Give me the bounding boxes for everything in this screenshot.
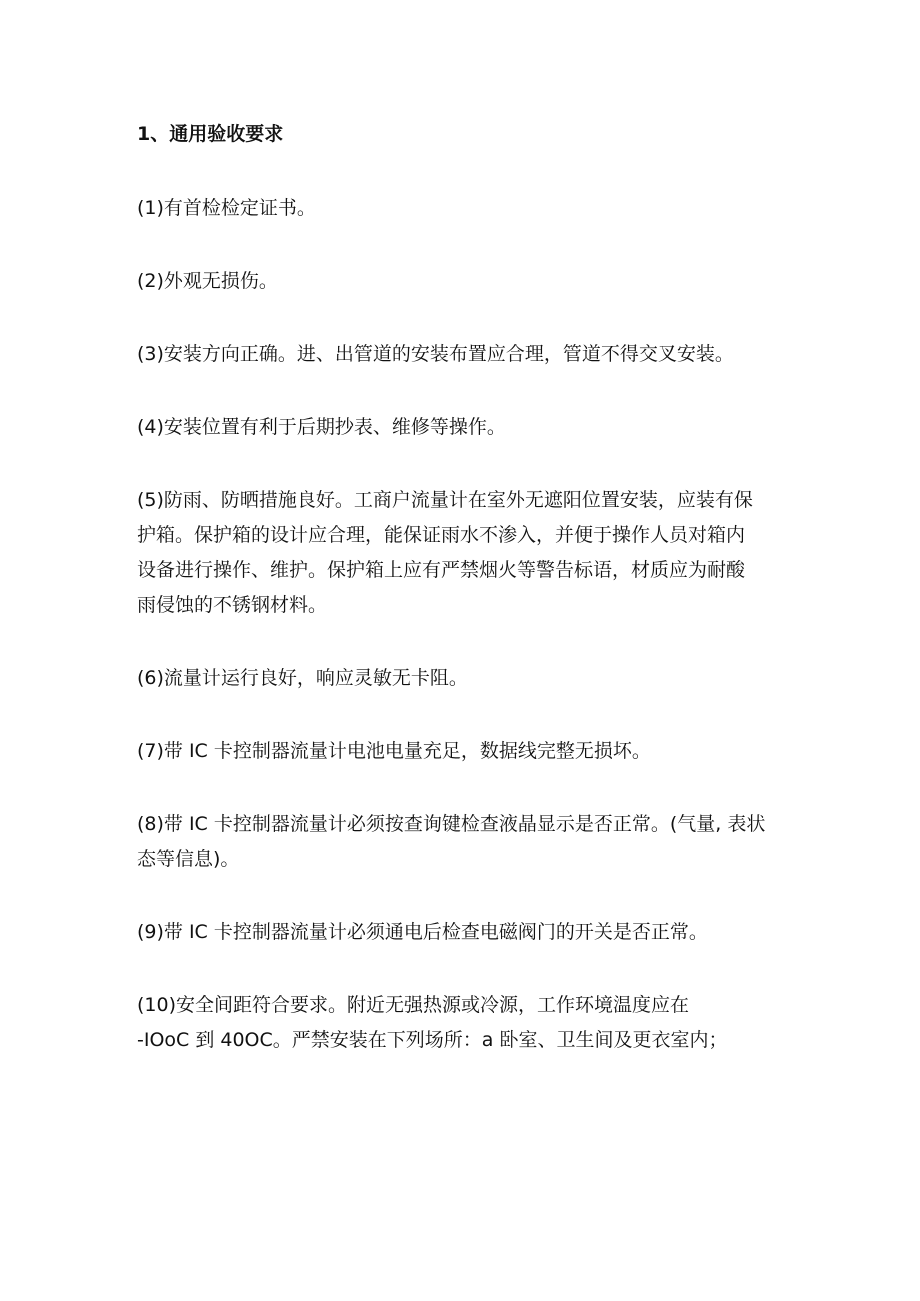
requirement-line: (7)带 IC 卡控制器流量计电池电量充足，数据线完整无损坏。 [137, 740, 651, 762]
requirement-item-1 [137, 191, 797, 226]
requirement-item-3 [137, 337, 797, 372]
requirement-item-9 [137, 915, 797, 950]
requirement-line: 态等信息)。 [137, 848, 240, 870]
requirement-line: (9)带 IC 卡控制器流量计必须通电后检查电磁阀门的开关是否正常。 [137, 921, 708, 943]
requirement-item-4 [137, 410, 797, 445]
requirement-line: (4)安装位置有利于后期抄表、维修等操作。 [137, 416, 506, 438]
requirement-line: (3)安装方向正确。进、出管道的安装布置应合理，管道不得交叉安装。 [137, 343, 734, 365]
requirement-line: 雨侵蚀的不锈钢材料。 [137, 594, 328, 616]
requirement-item-6 [137, 661, 797, 696]
requirement-item-8 [137, 807, 797, 877]
requirement-line: (5)防雨、防晒措施良好。工商户流量计在室外无遮阳位置安装，应装有保 [137, 489, 753, 511]
requirement-item-10 [137, 988, 797, 1058]
requirement-line: (2)外观无损伤。 [137, 270, 278, 292]
requirement-item-2 [137, 264, 797, 299]
section-heading: 1、通用验收要求 [137, 123, 284, 145]
requirement-item-5 [137, 483, 797, 623]
requirement-line: (1)有首检检定证书。 [137, 197, 316, 219]
requirement-line: (6)流量计运行良好，响应灵敏无卡阻。 [137, 667, 468, 689]
requirement-line: 设备进行操作、维护。保护箱上应有严禁烟火等警告标语，材质应为耐酸 [137, 559, 746, 581]
requirement-line: -IOoC 到 40OC。严禁安装在下列场所：a 卧室、卫生间及更衣室内； [137, 1029, 728, 1051]
requirement-item-7 [137, 734, 797, 769]
requirement-line: (8)带 IC 卡控制器流量计必须按查询键检查液晶显示是否正常。(气量, 表状 [137, 813, 766, 835]
document-body [137, 118, 797, 1096]
requirement-line: 护箱。保护箱的设计应合理，能保证雨水不渗入，并便于操作人员对箱内 [137, 524, 746, 546]
requirement-line: (10)安全间距符合要求。附近无强热源或冷源，工作环境温度应在 [137, 994, 690, 1016]
